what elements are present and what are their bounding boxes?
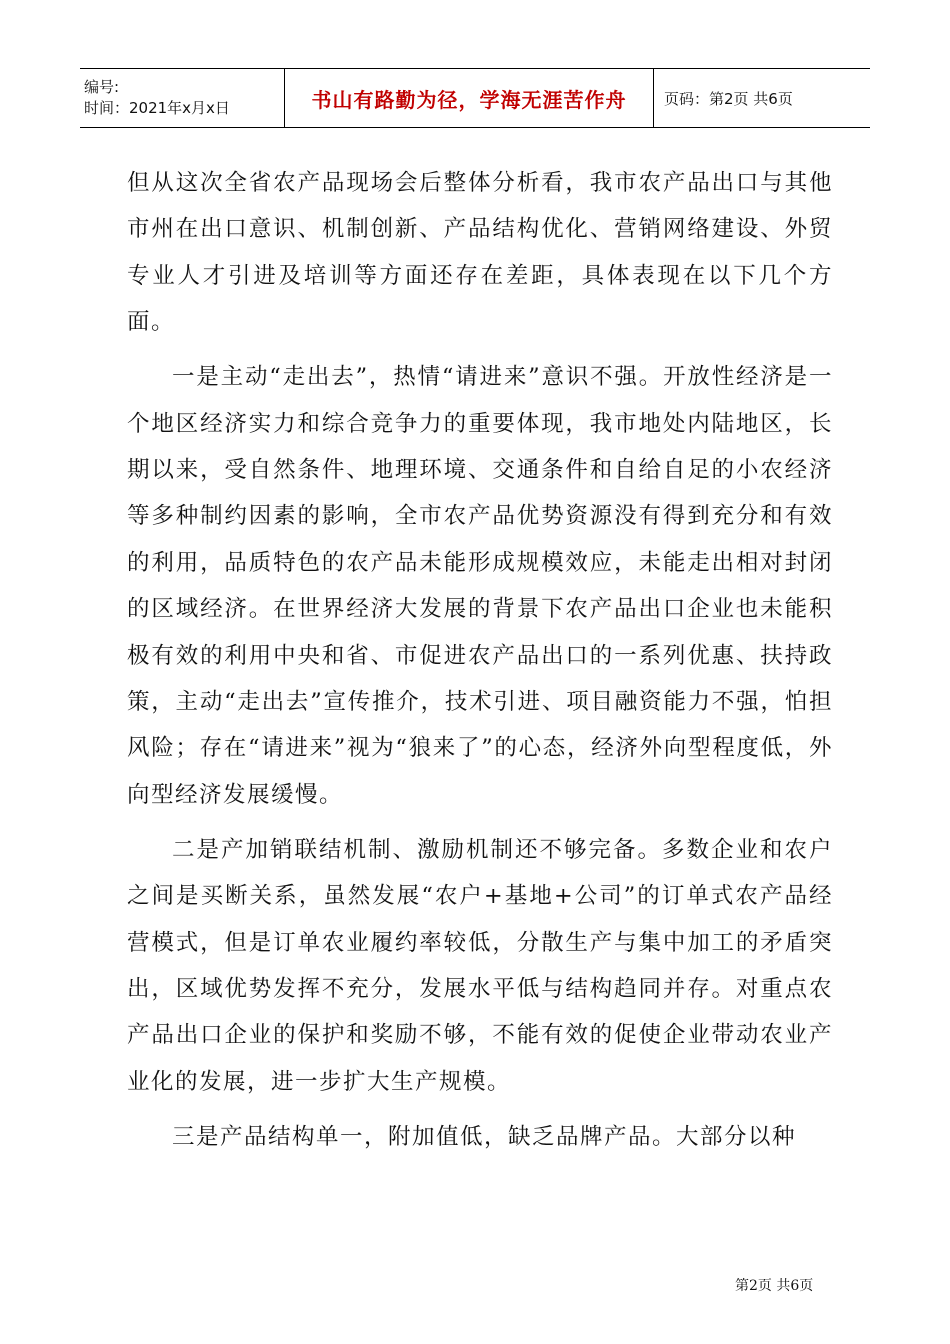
page-header	[80, 68, 870, 128]
body-paragraph: 一是主动“走出去”，热情“请进来”意识不强。开放性经济是一个地区经济实力和综合竞争力的重要体现，我市地处内陆地区，长期以来，受自然条件、地理环境、交通条件和自给自足的小农经济等多种制约因素的影响，全市农产品优势资源没有得到充分和有效的利用，品质特色的农产品未能形成规模效应，未能走出相对封闭的区域经济。在世界经济大发展的背景下农产品出口企业也未能积极有效的利用中央和省、市促进农产品出口的一系列优惠、扶持政策，主动“走出去”宣传推介，技术引进、项目融资能力不强，怕担风险；存在“请进来”视为“狼来了”的心态，经济外向型程度低，外向型经济发展缓慢。	[127, 364, 833, 808]
footer-page-number: 第2页 共6页	[735, 1278, 814, 1294]
header-motto-cell	[284, 69, 654, 127]
header-page-number: 页码：第2页 共6页	[664, 89, 793, 108]
header-page-cell	[654, 69, 870, 127]
body-paragraph: 三是产品结构单一，附加值低，缺乏品牌产品。大部分以种	[172, 1123, 797, 1150]
header-motto: 书山有路勤为径，学海无涯苦作舟	[311, 87, 627, 112]
body-paragraph: 但从这次全省农产品现场会后整体分析看，我市农产品出口与其他市州在出口意识、机制创新、产品结构优化、营销网络建设、外贸专业人才引进及培训等方面还存在差距，具体表现在以下几个方面。	[127, 170, 833, 336]
document-body	[127, 160, 833, 1169]
page-footer	[735, 1275, 813, 1295]
body-paragraph: 二是产加销联结机制、激励机制还不够完备。多数企业和农户之间是买断关系，虽然发展“农户+基地+公司”的订单式农产品经营模式，但是订单农业履约率较低，分散生产与集中加工的矛盾突出，区域优势发挥不充分，发展水平低与结构趋同并存。对重点农产品出口企业的保护和奖励不够，不能有效的促使企业带动农业产业化的发展，进一步扩大生产规模。	[127, 836, 833, 1095]
header-meta	[80, 69, 284, 127]
document-number-label: 编号:	[84, 78, 120, 96]
document-time-label: 时间：2021年x月x日	[84, 99, 230, 117]
